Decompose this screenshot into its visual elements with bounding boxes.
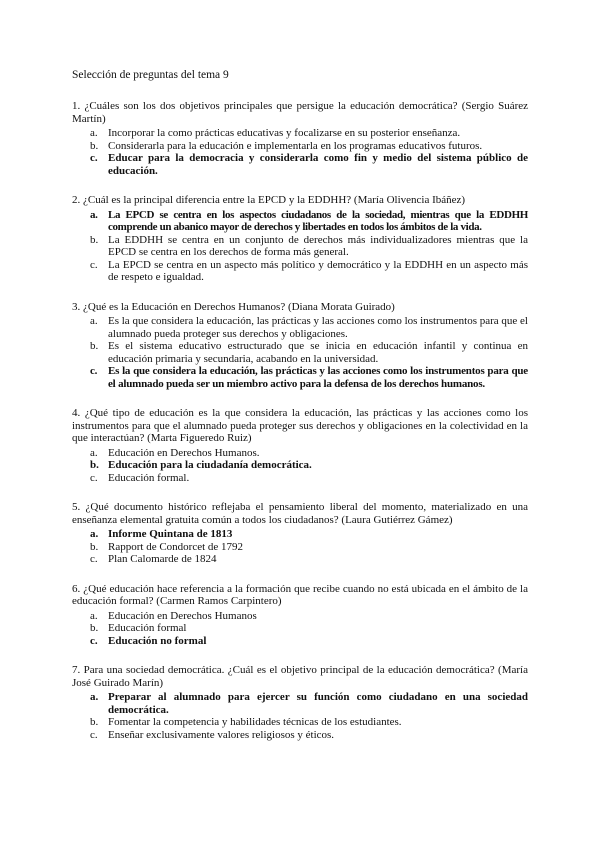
option-a: a. Educación en Derechos Humanos (90, 609, 257, 622)
option-c: c. Educar para la democracia y considerarla como fin y medio del sistema público de educación. (90, 152, 528, 177)
option-c: c. Enseñar exclusivamente valores religiosos y éticos. (90, 728, 335, 741)
option-a: a. Preparar al alumnado para ejercer su función como ciudadano en una sociedad democrática. (90, 691, 528, 716)
option-b: b. Fomentar la competencia y habilidades técnicas de los estudiantes. (90, 716, 402, 728)
option-a: a. Informe Quintana de 1813 (90, 528, 233, 540)
question-text: 4. ¿Qué tipo de educación es la que considera la educación, las prácticas y las acciones como los instrumentos para que el alumnado pueda proteger sus derechos y obligaciones en la colectividad en la que interactúan? (Marta Figueredo Ruiz) (72, 407, 528, 444)
option-list (72, 209, 528, 284)
question-3 (72, 301, 528, 391)
option-b: b. La EDDHH se centra en un conjunto de derechos más individualizadores mientras que la EPCD se centra en los derechos de forma más general. (90, 233, 528, 258)
question-text: 5. ¿Qué documento histórico reflejaba el pensamiento liberal del momento, materializado en una enseñanza elemental gratuita común a todos los ciudadanos? (Laura Gutiérrez Gámez) (72, 501, 528, 526)
question-4 (72, 407, 528, 484)
question-5 (72, 501, 528, 566)
document-title: Selección de preguntas del tema 9 (72, 69, 229, 81)
option-c: c. Plan Calomarde de 1824 (90, 553, 217, 565)
option-list (72, 691, 528, 741)
question-text: 3. ¿Qué es la Educación en Derechos Humanos? (Diana Morata Guirado) (72, 300, 395, 313)
option-list (72, 315, 528, 390)
question-text: 1. ¿Cuáles son los dos objetivos principales que persigue la educación democrática? (Sergio Suárez Martín) (72, 100, 528, 125)
question-text: 6. ¿Qué educación hace referencia a la formación que recibe cuando no está ubicada en el ámbito de la educación formal? (Carmen Ramos Carpintero) (72, 582, 528, 607)
option-c: c. Educación formal. (90, 471, 190, 484)
question-text: 7. Para una sociedad democrática. ¿Cuál es el objetivo principal de la educación democrática? (María José Guirado Marín) (72, 664, 528, 689)
option-a: a. Educación en Derechos Humanos. (90, 446, 260, 459)
option-b: b. Es el sistema educativo estructurado que se inicia en educación infantil y continua en educación primaria y secundaria, acabando en la universidad. (90, 340, 528, 365)
option-c: c. La EPCD se centra en un aspecto más político y democrático y la EDDHH en un aspecto más de respeto e igualdad. (90, 258, 528, 283)
question-2 (72, 194, 528, 284)
option-list (72, 528, 528, 566)
option-b: b. Considerarla para la educación e implementarla en los programas educativos futuros. (90, 139, 483, 152)
question-7 (72, 664, 528, 741)
option-c: c. Educación no formal (90, 634, 207, 647)
option-list (72, 610, 528, 648)
option-b: b. Educación para la ciudadanía democrática. (90, 459, 312, 471)
option-a: a. Incorporar la como prácticas educativas y focalizarse en su posterior enseñanza. (90, 127, 461, 139)
question-1 (72, 100, 528, 177)
option-b: b. Rapport de Condorcet de 1792 (90, 540, 244, 553)
question-text: 2. ¿Cuál es la principal diferencia entre la EPCD y la EDDHH? (María Olivencia Ibáñez) (72, 194, 466, 206)
question-6 (72, 583, 528, 648)
option-list (72, 127, 528, 177)
option-a: a. La EPCD se centra en los aspectos ciudadanos de la sociedad, mientras que la EDDHH comprende un abanico mayor de derechos y libertades en todos los ámbitos de la vida. (90, 208, 528, 233)
option-c: c. Es la que considera la educación, las prácticas y las acciones como los instrumentos para que el alumnado pueda ser un miembro activo para la defensa de los derechos humanos. (90, 365, 528, 390)
option-list (72, 447, 528, 485)
option-a: a. Es la que considera la educación, las prácticas y las acciones como los instrumentos para que el alumnado pueda proteger sus derechos y obligaciones. (90, 315, 528, 340)
option-b: b. Educación formal (90, 622, 187, 634)
